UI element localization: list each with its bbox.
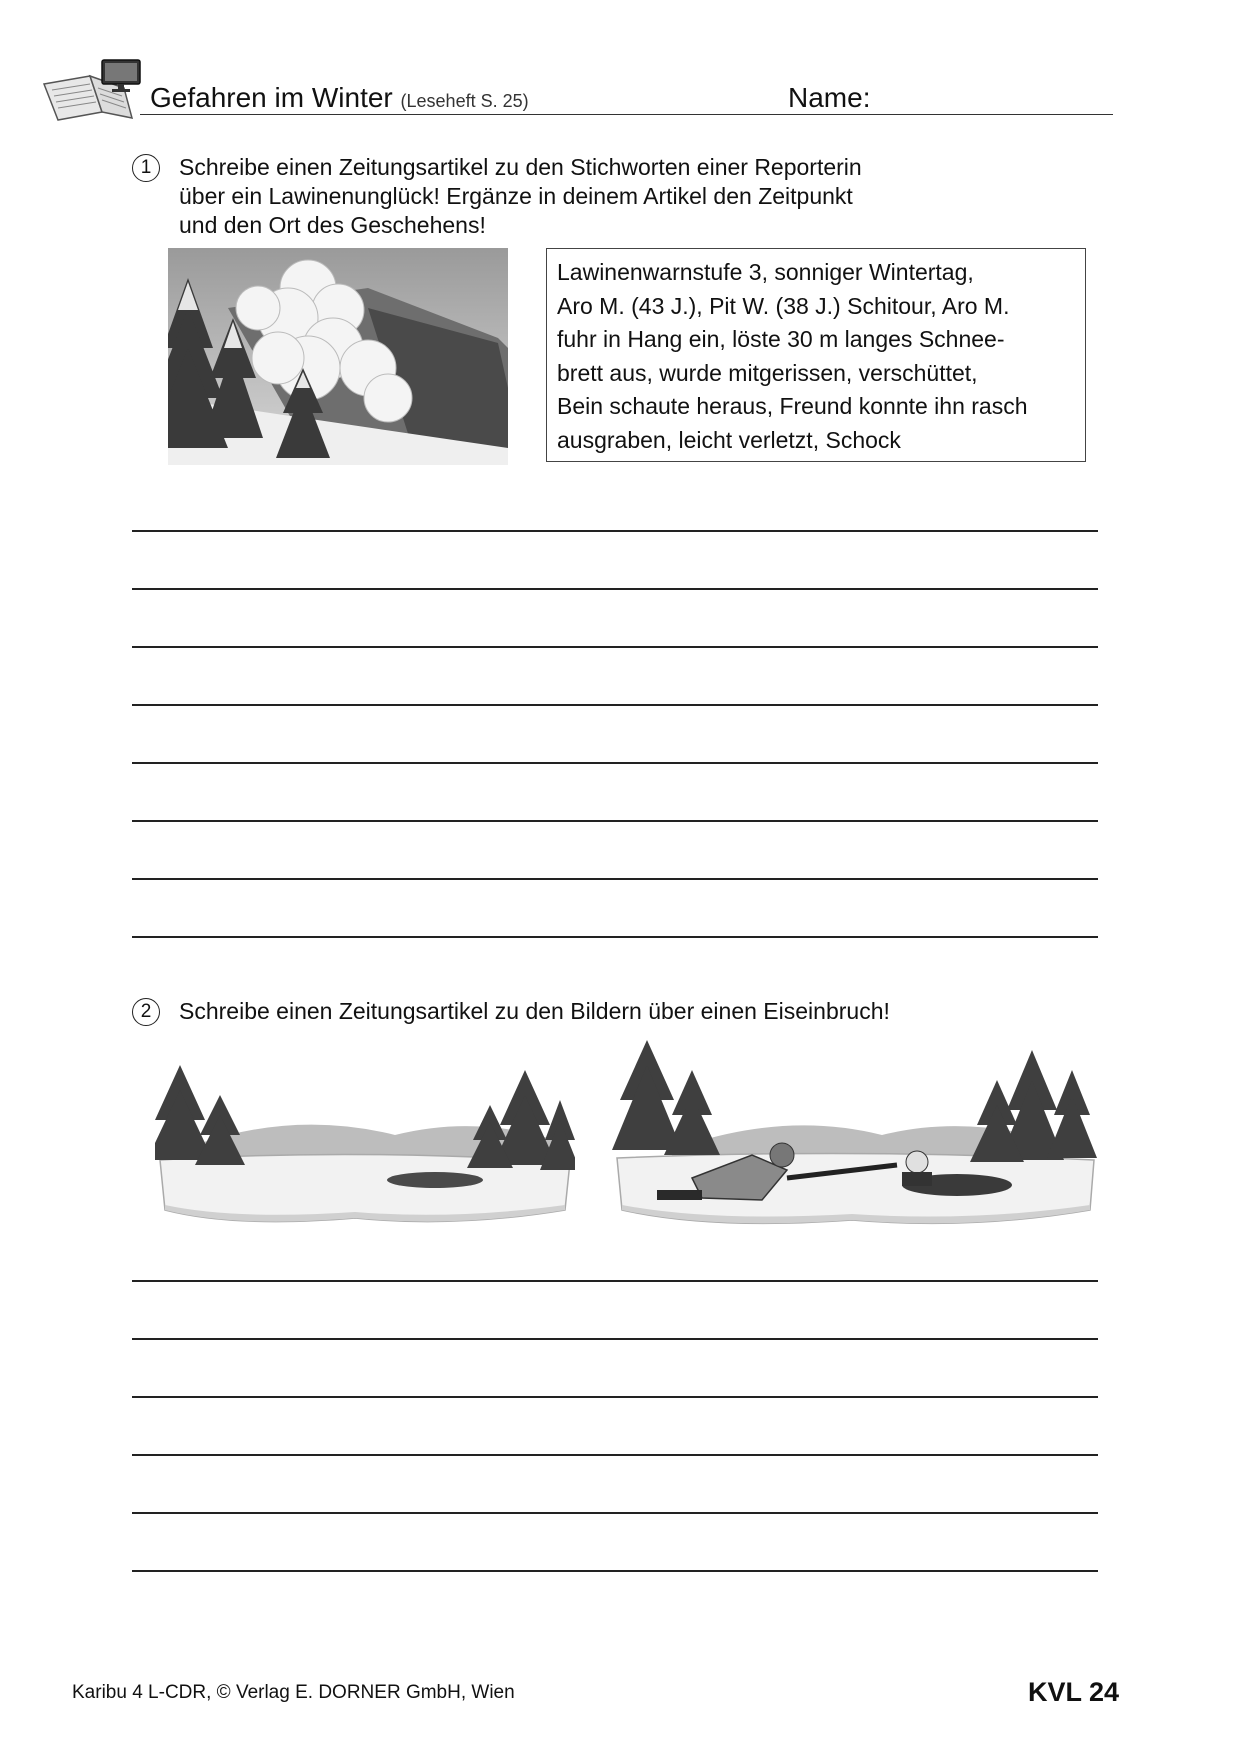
writing-line[interactable] [132,588,1098,590]
frozen-lake-illustration [155,1060,575,1225]
page-code: KVL 24 [1028,1677,1120,1707]
writing-line[interactable] [132,1454,1098,1456]
writing-line[interactable] [132,820,1098,822]
writing-line[interactable] [132,936,1098,938]
note-line: Aro M. (43 J.), Pit W. (38 J.) Schitour, Aro M. [557,292,1010,319]
writing-line[interactable] [132,1396,1098,1398]
task-1-instruction [179,153,862,240]
header-rule [140,114,1113,115]
note-line: brett aus, wurde mitgerissen, verschüttet, [557,359,978,386]
writing-line[interactable] [132,646,1098,648]
page-title [150,82,529,114]
task-2-line: Schreibe einen Zeitungsartikel zu den Bildern über einen Eiseinbruch! [179,998,890,1024]
footer-copyright: Karibu 4 L-CDR, © Verlag E. DORNER GmbH, Wien [72,1682,515,1703]
writing-line[interactable] [132,1280,1098,1282]
note-line: Lawinenwarnstufe 3, sonniger Wintertag, [557,259,974,285]
writing-line[interactable] [132,1512,1098,1514]
writing-line[interactable] [132,704,1098,706]
writing-line[interactable] [132,762,1098,764]
writing-line[interactable] [132,1338,1098,1340]
title-text: Gefahren im Winter [150,82,393,113]
writing-line[interactable] [132,530,1098,532]
note-line: ausgraben, leicht verletzt, Schock [557,426,901,453]
avalanche-illustration [168,248,508,465]
reporter-notes-box [546,248,1086,462]
writing-line[interactable] [132,1570,1098,1572]
note-line: fuhr in Hang ein, löste 30 m langes Schnee- [557,326,1005,352]
task-1-line: Schreibe einen Zeitungsartikel zu den Stichworten einer Reporterin [179,154,862,180]
book-screen-icon [40,58,145,124]
ice-rescue-illustration [612,1040,1100,1230]
note-line: Bein schaute heraus, Freund konnte ihn rasch [557,393,1028,419]
task-2-instruction [179,997,890,1026]
name-label: Name: [788,82,871,113]
task-1-number: 1 [132,154,160,182]
task-2-number: 2 [132,998,160,1026]
source-reference: (Leseheft S. 25) [400,91,529,111]
writing-line[interactable] [132,878,1098,880]
task-1-line: über ein Lawinenunglück! Ergänze in deinem Artikel den Zeitpunkt [179,183,853,209]
task-1-line: und den Ort des Geschehens! [179,212,486,238]
